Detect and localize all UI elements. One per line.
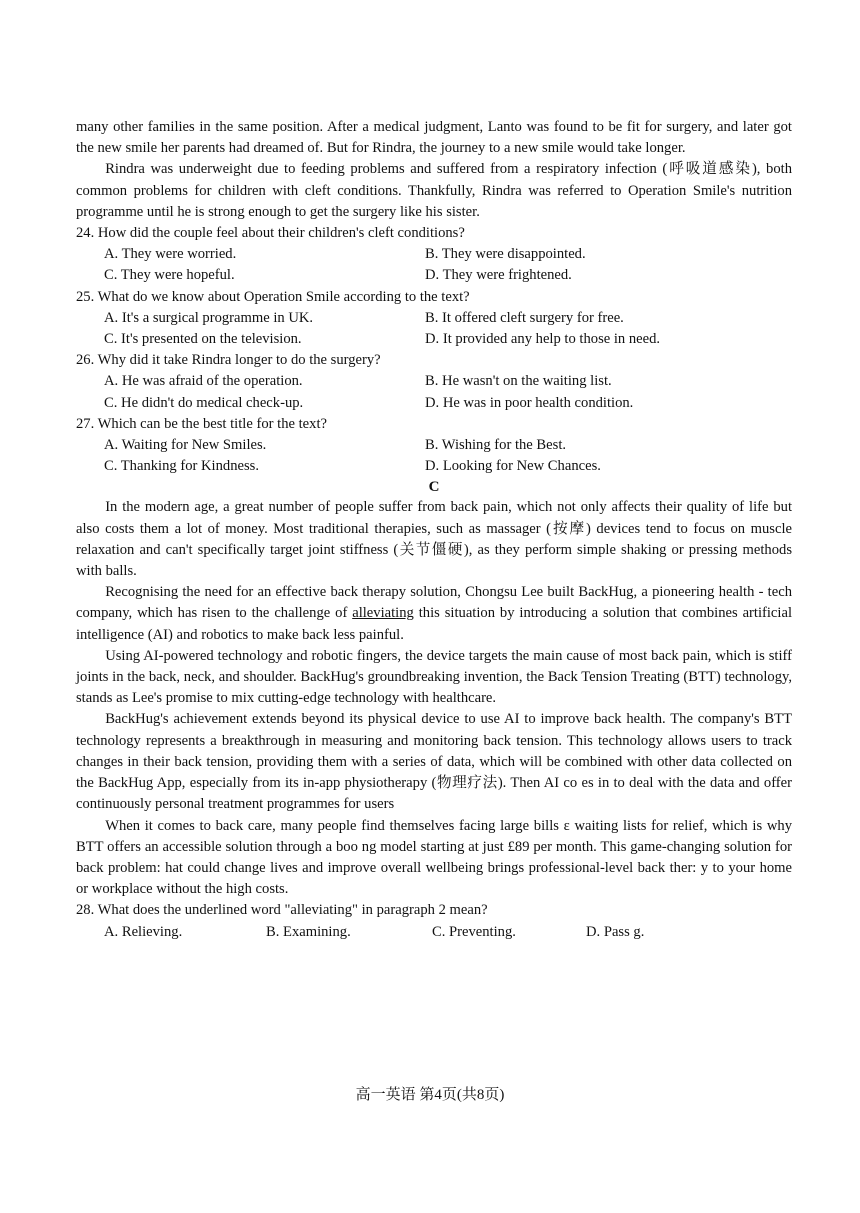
question-24: [76, 223, 792, 287]
option-b: B. It offered cleft surgery for free.: [425, 309, 624, 326]
option-a: A. Waiting for New Smiles.: [104, 437, 267, 454]
underlined-word: alleviating: [352, 605, 414, 622]
option-a: A. Relieving.: [104, 923, 183, 940]
question-stem: 26. Why did it take Rindra longer to do the surgery?: [76, 352, 381, 369]
question-stem: 24. How did the couple feel about their children's cleft conditions?: [76, 225, 465, 242]
question-stem: 28. What does the underlined word "alleviating" in paragraph 2 mean?: [76, 902, 488, 919]
question-stem: 27. Which can be the best title for the text?: [76, 415, 327, 432]
question-28: [76, 900, 792, 942]
option-a: A. It's a surgical programme in UK.: [104, 309, 314, 326]
question-options: [76, 308, 792, 350]
section-c-heading: C: [428, 479, 440, 496]
question-25: [76, 287, 792, 351]
option-c: C. It's presented on the television.: [104, 331, 302, 348]
question-options: [76, 922, 792, 943]
option-c: C. He didn't do medical check-up.: [104, 394, 304, 411]
question-options: [76, 244, 792, 286]
question-options: [76, 435, 792, 477]
option-b: B. He wasn't on the waiting list.: [425, 373, 612, 390]
option-d: D. Looking for New Chances.: [425, 458, 601, 475]
paragraph-text-after: this situation by introducing a solution that combines artificial intelligence (AI) and robotics to make back less painful.: [76, 605, 792, 643]
passage-c-paragraph-3: Using AI-powered technology and robotic fingers, the device targets the main cause of most back pain, which is stiff joints in the back, neck, and shoulder. BackHug's groundbreaking invention, the Back Tension Treating (BTT) technology, stands as Lee's promise to mix cutting-edge technology with healthcare.: [76, 647, 792, 707]
option-c: C. They were hopeful.: [104, 267, 235, 284]
option-c: C. Preventing.: [432, 923, 516, 940]
question-stem: 25. What do we know about Operation Smile according to the text?: [76, 288, 470, 305]
option-b: B. They were disappointed.: [425, 246, 586, 263]
option-b: B. Examining.: [266, 923, 351, 940]
paragraph-text-before: Recognising the need for an effective back therapy solution, Chongsu Lee built BackHug, a pioneering health - tech company, which has risen to the challenge of: [76, 584, 792, 622]
passage-b-paragraph-2: Rindra was underweight due to feeding problems and suffered from a respiratory infection (呼吸道感染), both common problems for children with cleft conditions. Thankfully, Rindra was referred to Operation Smile's nutrition programme until he is strong enough to get the surgery like his sister.: [76, 161, 792, 220]
question-26: [76, 350, 792, 414]
passage-c-paragraph-4: BackHug's achievement extends beyond its physical device to use AI to improve back health. The company's BTT technology represents a breakthrough in measuring and monitoring back tension. This technology allows users to track changes in their back tension, providing them with a series of data, which will be combined with other data collected on the BackHug App, especially from its in-app physiotherapy (物理疗法). Then AI co es in to deal with the data and offer continuously personal treatment programmes for users: [76, 711, 792, 813]
passage-c-paragraph-5: When it comes to back care, many people find themselves facing large bills ε waiting lists for relief, which is why BTT offers an accessible solution through a boo ng model starting at just £89 per month. This game-changing solution for back problem: hat could change lives and improve overall wellbeing brings professional-level back ther: y to your home or workplace without the high costs.: [76, 817, 792, 898]
question-options: [76, 371, 792, 413]
option-d: D. They were frightened.: [425, 267, 572, 284]
option-b: B. Wishing for the Best.: [425, 437, 567, 454]
passage-c-paragraph-2: [76, 582, 792, 646]
option-d: D. He was in poor health condition.: [425, 394, 634, 411]
passage-b-paragraph-1: many other families in the same position. After a medical judgment, Lanto was found to be fit for surgery, and later got the new smile her parents had dreamed of. But for Rindra, the journey to a new smile would take longer.: [76, 119, 792, 157]
option-c: C. Thanking for Kindness.: [104, 458, 259, 475]
option-d: D. It provided any help to those in need.: [425, 331, 661, 348]
option-d: D. Pass g.: [586, 923, 645, 940]
passage-c-paragraph-1: In the modern age, a great number of people suffer from back pain, which not only affects their quality of life but also costs them a lot of money. Most traditional therapies, such as massager (按摩) devices tend to focus on muscle relaxation and can't specifically target joint stiffness (关节僵硬), as they perform simple shaking or pressing methods with balls.: [76, 499, 792, 580]
option-a: A. He was afraid of the operation.: [104, 373, 303, 390]
page-footer: 高一英语 第4页(共8页): [355, 1087, 505, 1103]
option-a: A. They were worried.: [104, 246, 237, 263]
question-27: [76, 414, 792, 478]
